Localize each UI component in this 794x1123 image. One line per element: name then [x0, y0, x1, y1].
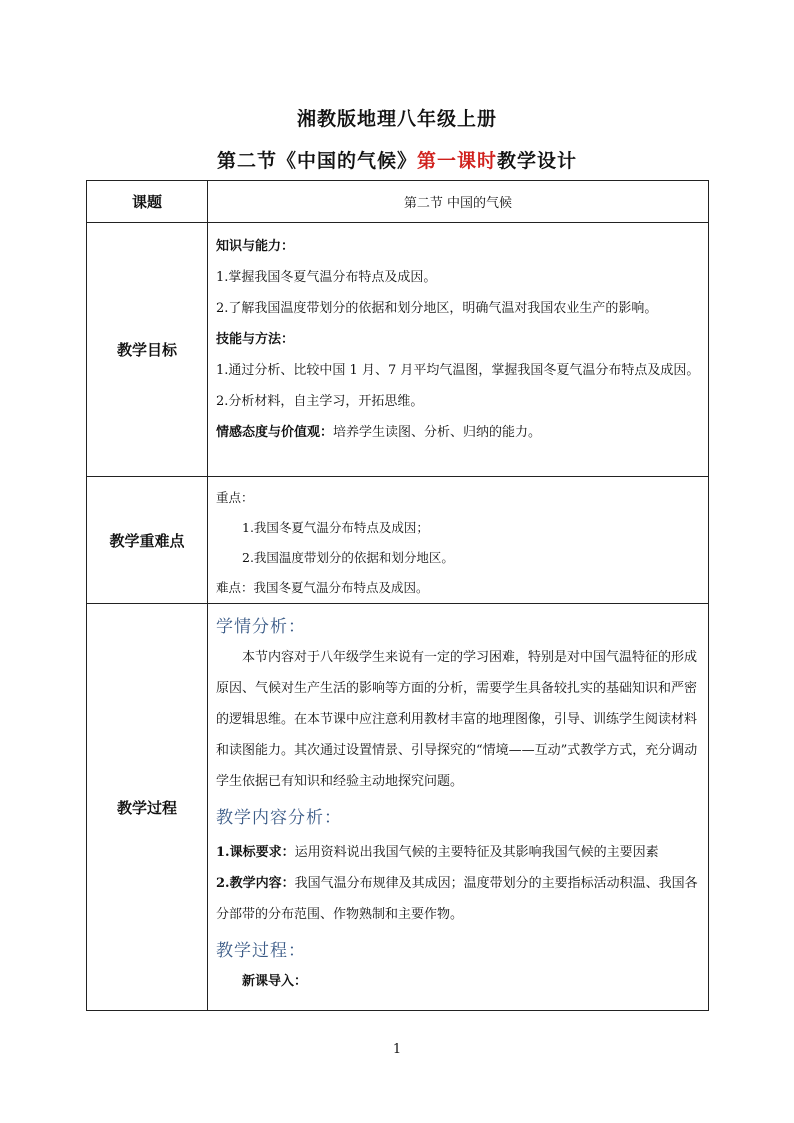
goals-label: 教学目标 [87, 223, 208, 477]
topic-value: 第二节 中国的气候 [208, 181, 709, 223]
attitude-line [216, 417, 700, 448]
goals-row [87, 223, 709, 477]
skills-item: 1.通过分析、比较中国 1 月、7 月平均气温图，掌握我国冬夏气温分布特点及成因。 [216, 363, 700, 378]
attitude-heading: 情感态度与价值观： [216, 425, 334, 440]
topic-row [87, 181, 709, 223]
key-heading: 重点： [216, 490, 254, 505]
skills-item: 2.分析材料，自主学习，开拓思维。 [216, 394, 424, 409]
key-points-content [208, 477, 709, 604]
attitude-text: 培养学生读图、分析、归纳的能力。 [333, 425, 542, 440]
curriculum-line [216, 837, 700, 868]
content-label: 2.教学内容： [216, 876, 295, 891]
key-item: 2.我国温度带划分的依据和划分地区。 [242, 550, 454, 565]
process-row [87, 604, 709, 1011]
student-analysis-heading: 学情分析： [216, 617, 306, 637]
skills-heading: 技能与方法： [216, 332, 295, 347]
key-points-row [87, 477, 709, 604]
document-title: 湘教版地理八年级上册 [296, 108, 497, 130]
curriculum-text: 运用资料说出我国气候的主要特征及其影响我国气候的主要因素 [294, 845, 659, 860]
page-number: 1 [392, 1042, 402, 1057]
goals-content [208, 223, 709, 477]
knowledge-heading: 知识与能力： [216, 239, 295, 254]
lesson-plan-table [86, 180, 709, 1011]
process-heading: 教学过程： [216, 941, 306, 961]
process-label: 教学过程 [87, 604, 208, 1011]
curriculum-label: 1.课标要求： [216, 845, 295, 860]
content-analysis-heading: 教学内容分析： [216, 808, 342, 828]
key-points-label: 教学重难点 [87, 477, 208, 604]
content-line [216, 868, 700, 930]
student-analysis-text: 本节内容对于八年级学生来说有一定的学习困难，特别是对中国气温特征的形成原因、气候对生产生活的影响等方面的分析，需要学生具备较扎实的基础知识和严密的逻辑思维。在本节课中应注意利用教材丰富的地理图像，引导、训练学生阅读材料和读图能力。其次通过设置情景、引导探究的“情境——互动”式教学方式，充分调动学生依据已有知识和经验主动地探究问题。 [216, 650, 698, 789]
process-content [208, 604, 709, 1011]
subtitle-highlight: 第一课时 [416, 150, 497, 172]
intro-label: 新课导入： [242, 974, 308, 989]
subtitle-part-1: 第二节《中国的气候》 [216, 150, 417, 172]
knowledge-item: 1.掌握我国冬夏气温分布特点及成因。 [216, 270, 437, 285]
topic-label: 课题 [87, 181, 208, 223]
subtitle-part-3: 教学设计 [497, 150, 578, 172]
content-text: 我国气温分布规律及其成因；温度带划分的主要指标活动积温、我国各分部带的分布范围、作物熟制和主要作物。 [216, 876, 698, 922]
knowledge-item: 2.了解我国温度带划分的依据和划分地区，明确气温对我国农业生产的影响。 [216, 301, 658, 316]
difficulty-text: 难点：我国冬夏气温分布特点及成因。 [216, 580, 429, 595]
key-item: 1.我国冬夏气温分布特点及成因； [242, 520, 429, 535]
document-subtitle [0, 146, 794, 173]
